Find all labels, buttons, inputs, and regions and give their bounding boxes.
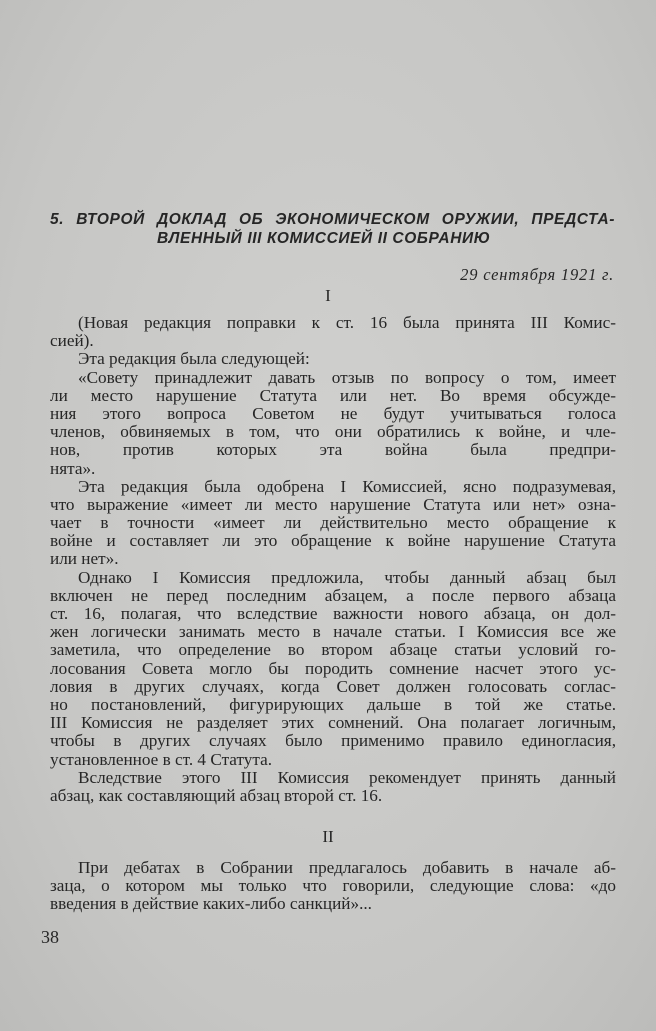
text-line: но постановлений, фигурирующих дальше в той же статье. xyxy=(50,694,616,714)
text-line: жен логически занимать место в начале статьи. I Комиссия все же xyxy=(50,622,616,642)
text-line: войне и составляет ли это обращение к войне нарушение Статута xyxy=(50,531,616,551)
paragraph xyxy=(50,569,616,769)
text-line: (Новая редакция поправки к ст. 16 была принята III Комис- xyxy=(78,313,616,332)
text-line: или нет». xyxy=(50,549,119,569)
document-date: 29 сентября 1921 г. xyxy=(460,265,614,284)
text-line: заметила, что определение во втором абзаце статьи условий го- xyxy=(50,640,616,660)
text-line: чает в точности «имеет ли действительно место обращение к xyxy=(50,513,616,533)
text-line: что выражение «имеет ли место нарушение Статута или нет» озна- xyxy=(50,494,616,514)
text-line: Эта редакция была одобрена I Комиссией, ясно подразумевая, xyxy=(78,476,616,496)
paragraph xyxy=(50,350,616,368)
text-line: заца, о котором мы только что говорили, следующие слова: «до xyxy=(50,876,616,896)
paragraph xyxy=(50,769,616,805)
paragraph xyxy=(50,859,616,914)
text-line: членов, обвиняемых в том, что они обратились к войне, и чле- xyxy=(50,422,616,442)
chapter-title-line-2: ВЛЕННЫЙ III КОМИССИЕЙ II СОБРАНИЮ xyxy=(157,230,491,247)
paragraph xyxy=(50,369,616,478)
text-line: нята». xyxy=(50,458,96,478)
text-line: ли место нарушение Статута или нет. Во время обсужде- xyxy=(50,385,616,405)
text-line: включен не перед последним абзацем, а после первого абзаца xyxy=(50,585,616,605)
section-2-body xyxy=(50,859,616,914)
text-line: введения в действие каких-либо санкций»... xyxy=(50,894,372,914)
chapter-title xyxy=(50,210,615,248)
text-line: III Комиссия не разделяет этих сомнений. Она полагает логичным, xyxy=(50,713,616,733)
section-heading-2: II xyxy=(322,827,334,846)
text-line: При дебатах в Собрании предлагалось добавить в начале аб- xyxy=(78,858,616,877)
text-line: абзац, как составляющий абзац второй ст. 16. xyxy=(50,785,383,805)
text-line: Вследствие этого III Комиссия рекомендует принять данный xyxy=(78,767,616,787)
text-line: лосования Совета могло бы породить сомнение насчет этого ус- xyxy=(50,658,616,678)
chapter-title-line-1: 5. ВТОРОЙ ДОКЛАД ОБ ЭКОНОМИЧЕСКОМ ОРУЖИИ, ПРЕДСТА- xyxy=(50,211,615,228)
text-line: «Совету принадлежит давать отзыв по вопросу о том, имеет xyxy=(78,367,616,387)
text-line: установленное в ст. 4 Статута. xyxy=(50,749,272,769)
section-heading-1: I xyxy=(325,286,331,305)
text-line: Эта редакция была следующей: xyxy=(78,349,310,369)
text-line: Однако I Комиссия предложила, чтобы данный абзац был xyxy=(78,567,616,587)
text-line: ния этого вопроса Советом не будут учитываться голоса xyxy=(50,403,616,423)
section-1-body xyxy=(50,314,616,805)
text-line: ст. 16, полагая, что вследствие важности нового абзаца, он дол- xyxy=(50,604,616,623)
text-line: ловия в других случаях, когда Совет должен голосовать соглас- xyxy=(50,676,616,696)
paragraph xyxy=(50,314,616,350)
text-line: чтобы в других случаях было применимо правило единогласия, xyxy=(50,731,616,751)
page-number: 38 xyxy=(41,927,59,947)
paragraph xyxy=(50,478,616,569)
text-line: сией). xyxy=(50,331,94,351)
text-line: нов, против которых эта война была предпри- xyxy=(50,440,616,460)
